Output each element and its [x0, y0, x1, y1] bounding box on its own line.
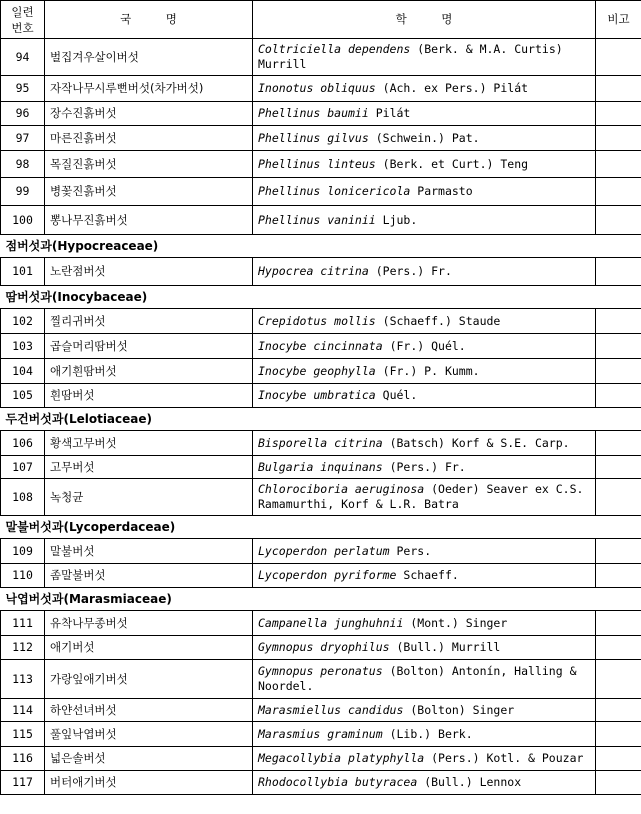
genus-species: Rhodocollybia butyracea	[258, 775, 418, 789]
remarks-cell	[596, 126, 641, 151]
authority: Pers.	[396, 543, 432, 558]
korean-name: 노란점버섯	[45, 258, 253, 286]
remarks-cell	[596, 722, 641, 747]
genus-species: Lycoperdon pyriforme	[258, 568, 397, 582]
table-row	[1, 747, 641, 771]
serial-number: 114	[1, 699, 45, 722]
authority: (Ach. ex Pers.) Pilát	[382, 81, 529, 95]
serial-number: 105	[1, 384, 45, 408]
korean-name: 좀말불버섯	[45, 564, 253, 588]
remarks-cell	[596, 309, 641, 334]
header-scientific-name: 학 명	[253, 1, 596, 39]
authority: (Bull.) Murrill	[396, 640, 501, 654]
korean-name: 넓은솔버섯	[45, 747, 253, 771]
table-row	[1, 126, 641, 151]
scientific-name	[253, 178, 596, 206]
scientific-name	[253, 39, 596, 76]
genus-species: Inocybe cincinnata	[258, 338, 383, 353]
separator	[376, 314, 383, 328]
genus-species: Chlorociboria aeruginosa	[258, 482, 425, 496]
remarks-cell	[596, 660, 641, 699]
separator	[390, 544, 397, 558]
remarks-cell	[596, 334, 641, 359]
table-row	[1, 151, 641, 178]
serial-number: 117	[1, 771, 45, 795]
table-row	[1, 564, 641, 588]
authority: Parmasto	[417, 184, 473, 198]
korean-name: 유착나무종버섯	[45, 611, 253, 636]
header-number: 일련 번호	[1, 1, 45, 39]
scientific-name	[253, 771, 596, 795]
family-row	[1, 235, 641, 258]
serial-number: 94	[1, 39, 45, 76]
separator	[369, 106, 376, 120]
remarks-cell	[596, 564, 641, 588]
scientific-name	[253, 206, 596, 235]
genus-species: Gymnopus dryophilus	[258, 640, 390, 654]
scientific-name	[253, 126, 596, 151]
scientific-name	[253, 564, 596, 588]
authority: (Pers.) Fr.	[375, 264, 452, 278]
scientific-name	[253, 699, 596, 722]
table-row	[1, 456, 641, 479]
table-row	[1, 334, 641, 359]
genus-species: Lycoperdon perlatum	[258, 543, 390, 558]
table-row	[1, 76, 641, 102]
scientific-name	[253, 660, 596, 699]
scientific-name	[253, 456, 596, 479]
genus-species: Campanella junghuhnii	[258, 615, 404, 630]
serial-number: 98	[1, 151, 45, 178]
scientific-name	[253, 722, 596, 747]
scientific-name	[253, 479, 596, 516]
separator	[390, 640, 397, 654]
scientific-name	[253, 384, 596, 408]
remarks-cell	[596, 178, 641, 206]
table-row	[1, 102, 641, 126]
korean-name: 말불버섯	[45, 539, 253, 564]
scientific-name	[253, 636, 596, 660]
table-row	[1, 431, 641, 456]
separator	[383, 727, 390, 741]
korean-name: 병꽃진흙버섯	[45, 178, 253, 206]
serial-number: 109	[1, 539, 45, 564]
table-row	[1, 309, 641, 334]
header-korean-name: 국 명	[45, 1, 253, 39]
genus-species: Marasmiellus candidus	[258, 702, 404, 717]
serial-number: 102	[1, 309, 45, 334]
separator	[376, 213, 383, 227]
korean-name: 풀잎낙엽버섯	[45, 722, 253, 747]
authority: Ljub.	[382, 212, 418, 227]
table-header-row	[1, 1, 641, 39]
korean-name: 찔리귀버섯	[45, 309, 253, 334]
remarks-cell	[596, 359, 641, 384]
korean-name: 하얀선녀버섯	[45, 699, 253, 722]
genus-species: Phellinus gilvus	[258, 130, 369, 145]
genus-species: Bisporella citrina	[258, 435, 383, 450]
authority: (Lib.) Berk.	[389, 726, 473, 741]
genus-species: Megacollybia platyphylla	[258, 751, 425, 765]
remarks-cell	[596, 39, 641, 76]
remarks-cell	[596, 611, 641, 636]
serial-number: 116	[1, 747, 45, 771]
genus-species: Gymnopus peronatus	[258, 664, 383, 678]
authority: (Schwein.) Pat.	[375, 130, 480, 145]
authority: (Pers.) Kotl. & Pouzar	[431, 751, 584, 765]
korean-name: 흰땀버섯	[45, 384, 253, 408]
separator	[376, 81, 383, 95]
korean-name: 황색고무버섯	[45, 431, 253, 456]
korean-name: 고무버섯	[45, 456, 253, 479]
table-row	[1, 178, 641, 206]
serial-number: 100	[1, 206, 45, 235]
authority: (Berk. & M.A. Curtis) Murrill	[258, 42, 563, 71]
serial-number: 101	[1, 258, 45, 286]
family-row	[1, 286, 641, 309]
table-row	[1, 539, 641, 564]
authority: (Fr.) P. Kumm.	[382, 363, 480, 378]
scientific-name	[253, 431, 596, 456]
authority: (Batsch) Korf & S.E. Carp.	[389, 435, 570, 450]
genus-species: Inocybe umbratica	[258, 388, 376, 402]
remarks-cell	[596, 456, 641, 479]
authority: (Bolton) Antonín, Halling & Noordel.	[258, 664, 577, 693]
family-row	[1, 516, 641, 539]
table-row	[1, 39, 641, 76]
separator	[369, 131, 376, 145]
table-row	[1, 771, 641, 795]
table-row	[1, 479, 641, 516]
family-name: 낙엽버섯과(Marasmiaceae)	[1, 588, 641, 611]
korean-name: 애기흰땀버섯	[45, 359, 253, 384]
remarks-cell	[596, 431, 641, 456]
genus-species: Phellinus vaninii	[258, 212, 376, 227]
korean-name: 애기버섯	[45, 636, 253, 660]
scientific-name	[253, 76, 596, 102]
serial-number: 97	[1, 126, 45, 151]
korean-name: 가랑잎애기버섯	[45, 660, 253, 699]
remarks-cell	[596, 258, 641, 286]
scientific-name	[253, 102, 596, 126]
separator	[383, 436, 390, 450]
serial-number: 115	[1, 722, 45, 747]
table-row	[1, 384, 641, 408]
authority: (Mont.) Singer	[410, 615, 508, 630]
serial-number: 111	[1, 611, 45, 636]
serial-number: 106	[1, 431, 45, 456]
scientific-name	[253, 309, 596, 334]
authority: (Fr.) Quél.	[389, 338, 466, 353]
genus-species: Marasmius graminum	[258, 726, 383, 741]
genus-species: Phellinus baumii	[258, 106, 369, 120]
serial-number: 112	[1, 636, 45, 660]
family-name: 두건버섯과(Lelotiaceae)	[1, 408, 641, 431]
serial-number: 110	[1, 564, 45, 588]
table-row	[1, 206, 641, 235]
serial-number: 95	[1, 76, 45, 102]
korean-name: 녹청균	[45, 479, 253, 516]
separator	[383, 664, 390, 678]
scientific-name	[253, 334, 596, 359]
separator	[383, 460, 390, 474]
authority: (Schaeff.) Staude	[382, 313, 501, 328]
remarks-cell	[596, 151, 641, 178]
separator	[369, 264, 376, 278]
korean-name: 목질진흙버섯	[45, 151, 253, 178]
serial-number: 96	[1, 102, 45, 126]
family-name: 말불버섯과(Lycoperdaceae)	[1, 516, 641, 539]
genus-species: Inonotus obliquus	[258, 81, 376, 95]
serial-number: 103	[1, 334, 45, 359]
korean-name: 자작나무시루뻔버섯(차가버섯)	[45, 76, 253, 102]
separator	[376, 157, 383, 171]
remarks-cell	[596, 102, 641, 126]
table-row	[1, 636, 641, 660]
genus-species: Bulgaria inquinans	[258, 459, 383, 474]
table-row	[1, 699, 641, 722]
table-row	[1, 258, 641, 286]
korean-name: 곱슬머리땀버섯	[45, 334, 253, 359]
genus-species: Phellinus lonicericola	[258, 184, 411, 198]
table-row	[1, 722, 641, 747]
authority: Schaeff.	[403, 568, 459, 582]
scientific-name	[253, 611, 596, 636]
remarks-cell	[596, 636, 641, 660]
remarks-cell	[596, 539, 641, 564]
serial-number: 104	[1, 359, 45, 384]
korean-name: 장수진흙버섯	[45, 102, 253, 126]
genus-species: Phellinus linteus	[258, 156, 376, 171]
scientific-name	[253, 151, 596, 178]
serial-number: 107	[1, 456, 45, 479]
genus-species: Inocybe geophylla	[258, 363, 376, 378]
genus-species: Coltriciella dependens	[258, 42, 411, 56]
header-remarks: 비고	[596, 1, 641, 39]
family-row	[1, 408, 641, 431]
authority: Pilát	[375, 106, 411, 120]
scientific-name	[253, 539, 596, 564]
authority: (Berk. et Curt.) Teng	[382, 156, 529, 171]
genus-species: Hypocrea citrina	[258, 264, 369, 278]
separator	[376, 388, 383, 402]
genus-species: Crepidotus mollis	[258, 313, 376, 328]
remarks-cell	[596, 76, 641, 102]
authority: Quél.	[382, 388, 418, 402]
remarks-cell	[596, 479, 641, 516]
separator	[376, 364, 383, 378]
remarks-cell	[596, 699, 641, 722]
family-row	[1, 588, 641, 611]
family-name: 점버섯과(Hypocreaceae)	[1, 235, 641, 258]
scientific-name	[253, 258, 596, 286]
korean-name: 마른진흙버섯	[45, 126, 253, 151]
scientific-name	[253, 747, 596, 771]
serial-number: 99	[1, 178, 45, 206]
table-body	[1, 39, 641, 795]
remarks-cell	[596, 206, 641, 235]
table-row	[1, 660, 641, 699]
table-row	[1, 611, 641, 636]
authority: (Bolton) Singer	[410, 702, 515, 717]
authority: (Bull.) Lennox	[424, 775, 522, 789]
korean-name: 뽕나무진흙버섯	[45, 206, 253, 235]
remarks-cell	[596, 384, 641, 408]
family-name: 땀버섯과(Inocybaceae)	[1, 286, 641, 309]
table-row	[1, 359, 641, 384]
separator	[383, 339, 390, 353]
remarks-cell	[596, 747, 641, 771]
remarks-cell	[596, 771, 641, 795]
authority: (Oeder) Seaver ex C.S. Ramamurthi, Korf & L.R. Batra	[258, 482, 584, 511]
serial-number: 113	[1, 660, 45, 699]
scientific-name	[253, 359, 596, 384]
korean-name: 벌집겨우살이버섯	[45, 39, 253, 76]
serial-number: 108	[1, 479, 45, 516]
authority: (Pers.) Fr.	[389, 459, 466, 474]
korean-name: 버터애기버섯	[45, 771, 253, 795]
